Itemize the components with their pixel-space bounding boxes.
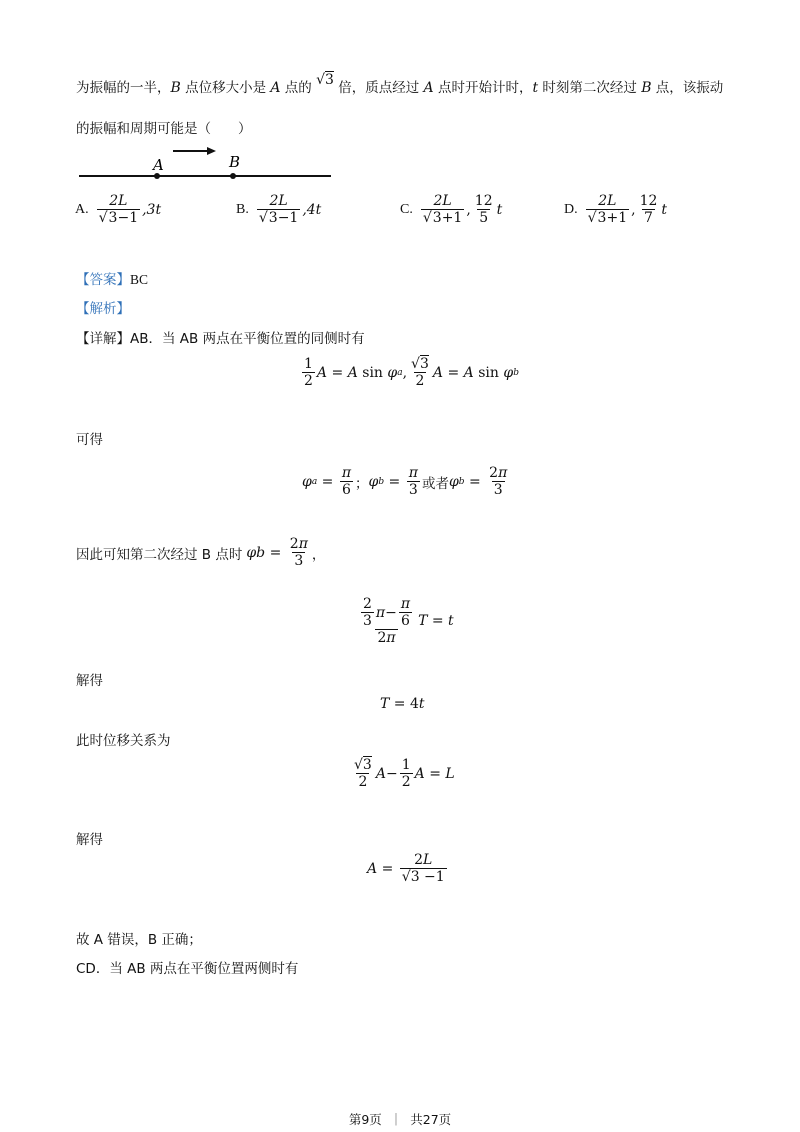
intro-text: 倍，质点经过 (333, 80, 424, 96)
den-tail: −1 (117, 210, 139, 227)
option-a[interactable] (75, 193, 161, 226)
amplitude-fraction: $\frac{2L}{√3+1}$ (422, 193, 463, 227)
detail-line (76, 327, 365, 347)
intro-text: 为振幅的一半， (76, 80, 171, 96)
line-figure (75, 145, 345, 185)
answer-value: BC (130, 272, 149, 287)
period-fraction (473, 193, 495, 226)
equation-2: φ a = $\frac{\pi}{6}$ ； φ b = $\frac{\pi}{3}$ 或者 φ b = $\frac{2\pi}{3}$ (302, 465, 508, 499)
numerator: 12 (474, 193, 493, 209)
equation-1: $\frac{1}{2}$ A = A sin φ a , $\frac{√3}{2}$ A = A sin φ b (304, 356, 519, 390)
arrow-head (207, 147, 216, 155)
radicand: 3 (108, 210, 118, 227)
amplitude-fraction: $\frac{2L}{√3-1}$ (258, 193, 299, 227)
var-A: A (270, 80, 281, 96)
option-letter: D. (564, 201, 578, 217)
den-tail: +1 (606, 210, 628, 227)
amplitude-fraction: $\frac{2L}{√3-1}$ (98, 193, 139, 227)
numerator: 2L (109, 193, 128, 209)
numerator: 12 (639, 193, 658, 209)
intro-text: 点位移大小是 (180, 80, 271, 96)
option-d[interactable] (564, 193, 667, 226)
amplitude-fraction: $\frac{2L}{√3+1}$ (587, 193, 628, 227)
fraction: $\frac{2L}{√3 -1}$ (401, 852, 445, 886)
intro-text: 时刻第二次经过 (538, 80, 642, 96)
conclusion-line: 故 A 错误，B 正确； (76, 932, 202, 948)
page-total: 共27页 (410, 1112, 452, 1127)
page-number: 第9页 (348, 1112, 382, 1127)
denominator: 7 (644, 210, 653, 227)
fraction: $\frac{1}{2}$ (304, 356, 313, 390)
radicand: 3 (432, 210, 442, 227)
fraction: $\frac{√3}{2}$ (411, 356, 429, 390)
equation-6: A = $\frac{2L}{√3 -1}$ (367, 852, 445, 886)
label-a: A (153, 156, 164, 174)
var-t: t (532, 80, 539, 96)
compound-fraction: $\frac{2}{3}$ π − $\frac{\pi}{6}$ 2π (363, 596, 411, 647)
radicand: 3 (325, 72, 334, 88)
equation-5: $\frac{√3}{2}$ A − $\frac{1}{2}$ A = L (354, 757, 455, 791)
option-letter: C. (400, 201, 413, 217)
var-B: B (641, 80, 652, 96)
intro-line-2: 的振幅和周期可能是（ ） (76, 121, 252, 137)
den-tail: +1 (441, 210, 463, 227)
option-c[interactable] (400, 193, 502, 226)
text-kede: 可得 (76, 432, 103, 448)
fraction: $\frac{1}{2}$ (401, 757, 411, 791)
label-b: B (229, 153, 241, 171)
detail-text: AB．当 AB 两点在平衡位置的同侧时有 (130, 331, 365, 347)
intro-line-1 (76, 72, 724, 96)
numerator: 2L (598, 193, 617, 209)
period-var: t (661, 201, 668, 218)
therefore-text: 因此可知第二次经过 B 点时 (76, 546, 243, 563)
comma: , (631, 201, 636, 218)
option-letter: A. (75, 201, 89, 217)
fraction: $\frac{\pi}{6}$ (341, 465, 352, 499)
period: ,3t (142, 201, 162, 218)
text-jiede-1: 解得 (76, 673, 103, 689)
radicand: 3 (597, 210, 607, 227)
fraction: $\frac{2\pi}{3}$ (489, 465, 508, 499)
var-A: A (423, 80, 434, 96)
answer-line (76, 268, 148, 288)
period: ,4t (302, 201, 322, 218)
page-footer (0, 1110, 800, 1128)
analysis-label: 【解析】 (76, 301, 130, 317)
answer-label: 【答案】 (76, 272, 130, 288)
or-text: 或者 (421, 475, 449, 492)
detail-label: 【详解】 (76, 331, 130, 347)
fraction: $\frac{2\pi}{3}$ (289, 536, 308, 570)
intro-text: 点，该振动 (651, 80, 724, 96)
radicand: 3 (268, 210, 278, 227)
semicolon: ； (355, 475, 369, 492)
therefore-line: 因此可知第二次经过 B 点时 φ b = $\frac{2\pi}{3}$ ， (76, 536, 326, 570)
intro-text: 点的 (280, 80, 317, 96)
equation-3: $\frac{2}{3}$ π − $\frac{\pi}{6}$ 2π T = t (355, 596, 454, 646)
option-letter: B. (236, 201, 249, 217)
text-jiede-2: 解得 (76, 832, 103, 848)
sqrt-3: √3 (316, 72, 334, 88)
period-var: t (496, 201, 503, 218)
equation-4: T = 4t (380, 696, 425, 712)
intro-text: 点时开始计时， (433, 80, 533, 96)
cd-line: CD．当 AB 两点在平衡位置两侧时有 (76, 961, 299, 977)
numerator: 2L (269, 193, 288, 209)
footer-separator: ｜ (389, 1112, 403, 1127)
period-fraction (638, 193, 660, 226)
comma: , (466, 201, 471, 218)
denominator: 5 (479, 210, 489, 227)
fraction: $\frac{√3}{2}$ (354, 757, 372, 791)
option-b[interactable] (236, 193, 321, 226)
point-b (230, 173, 236, 179)
fraction: $\frac{\pi}{3}$ (408, 465, 418, 499)
text-ciweiyi: 此时位移关系为 (76, 733, 171, 749)
den-tail: −1 (277, 210, 299, 227)
var-B: B (170, 80, 181, 96)
numerator: 2L (433, 193, 452, 209)
